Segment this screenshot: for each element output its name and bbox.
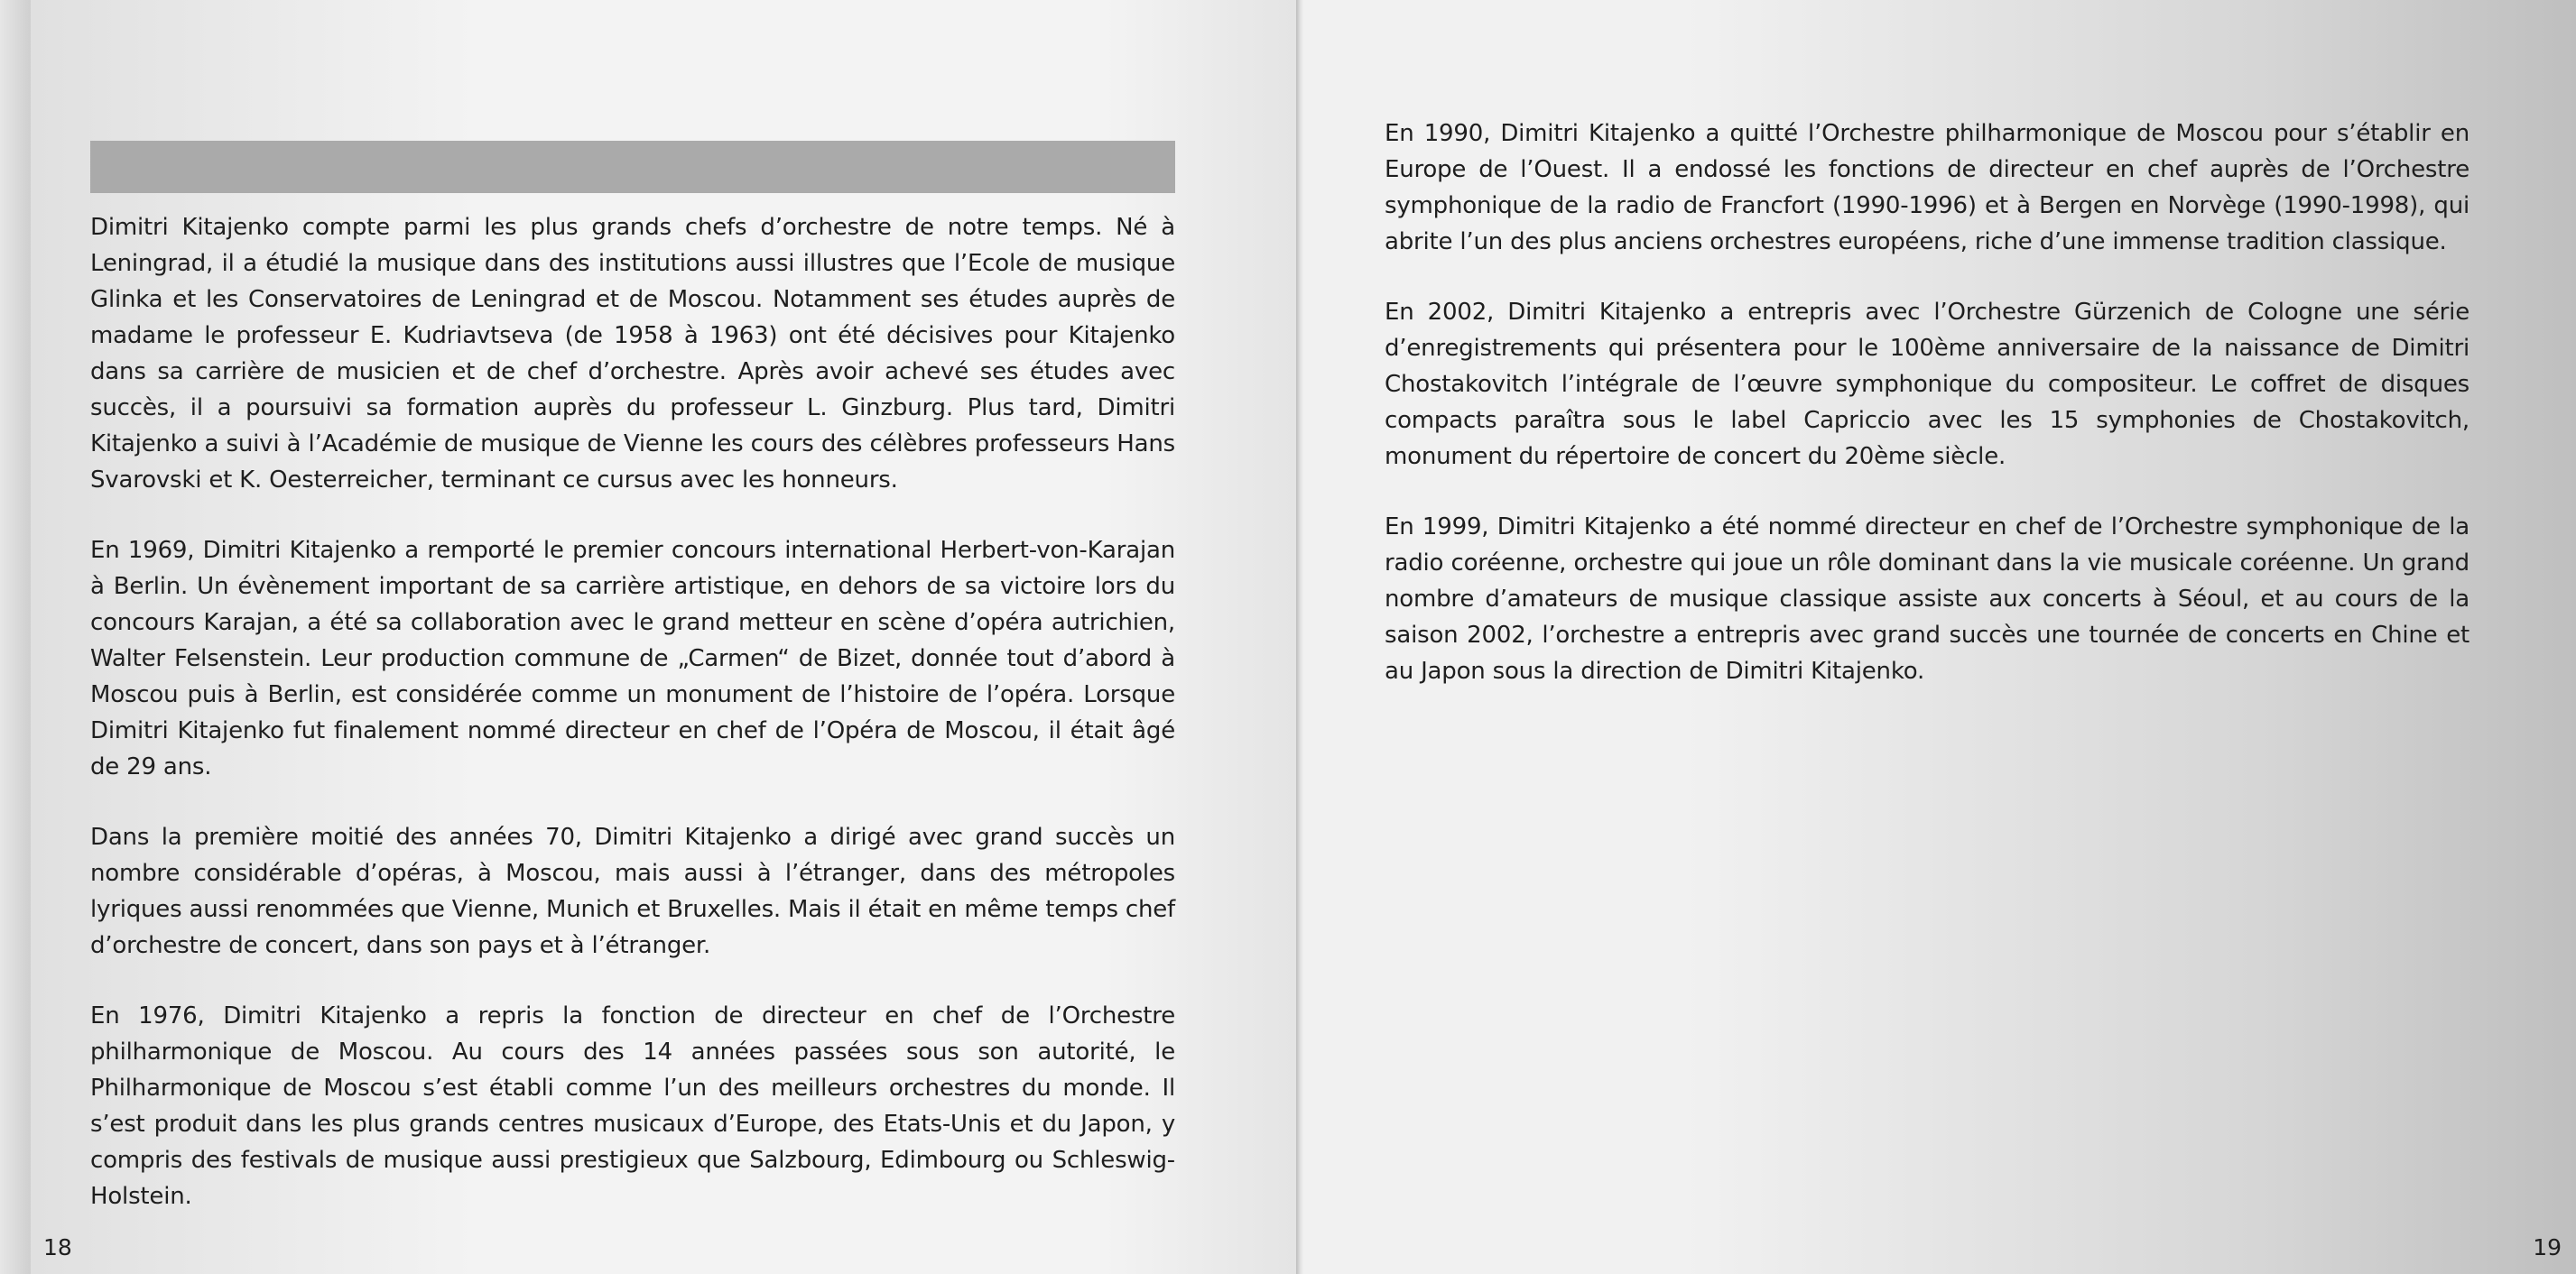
page-number: 19 [2533,1234,2562,1260]
paragraph: Dans la première moitié des années 70, Dimitri Kitajenko a dirigé avec grand succès un nombre considérable d’opéras, à Moscou, mais aussi à l’étranger, dans des métropoles lyriques aussi renommées que Vienne, Munich et Bruxelles. Mais il était en même temps chef d’orchestre de concert, dans son pays et à l’étranger. [90,824,1175,959]
heading-bar [90,141,1175,193]
page-edge [0,0,31,1274]
paragraph: Dimitri Kitajenko compte parmi les plus grands chefs d’orchestre de notre temps. Né à Leningrad, il a étudié la musique dans des institutions aussi illustres que l’Ecole de musique Glinka et les Conservatoires de Leningrad et de Moscou. Notamment ses études auprès de madame le professeur E. Kudriavtseva (de 1958 à 1963) ont été décisives pour Kitajenko dans sa carrière de musicien et de chef d’orchestre. Après avoir achevé ses études avec succès, il a poursuivi sa formation auprès du professeur L. Ginzburg. Plus tard, Dimitri Kitajenko a suivi à l’Académie de musique de Vienne les cours des célèbres professeurs Hans Svarovski et K. Oesterreicher, terminant ce cursus avec les honneurs. [90,214,1175,494]
right-page [1303,0,2576,1274]
paragraph: En 1976, Dimitri Kitajenko a repris la fonction de directeur en chef de l’Orchestre philharmonique de Moscou. Au cours des 14 années passées sous son autorité, le Philharmonique de Moscou s’est établi comme l’un des meilleurs orchestres du monde. Il s’est produit dans les plus grands centres musicaux d’Europe, des Etats-Unis et du Japon, y compris des festivals de musique aussi prestigieux que Salzbourg, Edimbourg ou Schleswig-Holstein. [90,1002,1175,1210]
left-text-block [90,209,1175,1249]
paragraph: En 1990, Dimitri Kitajenko a quitté l’Orchestre philharmonique de Moscou pour s’établir en Europe de l’Ouest. Il a endossé les fonctions de directeur en chef auprès de l’Orchestre symphonique de la radio de Francfort (1990-1996) et à Bergen en Norvège (1990-1998), qui abrite l’un des plus anciens orchestres européens, riche d’une immense tradition classique. [1385,120,2469,255]
right-text-block [1385,115,2469,724]
spine-gutter [1296,0,1303,1274]
page-number: 18 [43,1234,72,1260]
paragraph: En 1969, Dimitri Kitajenko a remporté le premier concours international Herbert-von-Karajan à Berlin. Un évènement important de sa carrière artistique, en dehors de sa victoire lors du concours Karajan, a été sa collaboration avec le grand metteur en scène d’opéra autrichien, Walter Felsenstein. Leur production commune de „Carmen“ de Bizet, donnée tout d’abord à Moscou puis à Berlin, est considérée comme un monument de l’histoire de l’opéra. Lorsque Dimitri Kitajenko fut finalement nommé directeur en chef de l’Opéra de Moscou, il était âgé de 29 ans. [90,537,1175,780]
paragraph: En 2002, Dimitri Kitajenko a entrepris avec l’Orchestre Gürzenich de Cologne une série d’enregistrements qui présentera pour le 100ème anniversaire de la naissance de Dimitri Chostakovitch l’intégrale de l’œuvre symphonique du compositeur. Le coffret de disques compacts paraîtra sous le label Capriccio avec les 15 symphonies de Chostakovitch, monument du répertoire de concert du 20ème siècle. [1385,299,2469,470]
paragraph: En 1999, Dimitri Kitajenko a été nommé directeur en chef de l’Orchestre symphonique de la radio coréenne, orchestre qui joue un rôle dominant dans la vie musicale coréenne. Un grand nombre d’amateurs de musique classique assiste aux concerts à Séoul, et au cours de la saison 2002, l’orchestre a entrepris avec grand succès une tournée de concerts en Chine et au Japon sous la direction de Dimitri Kitajenko. [1385,513,2469,685]
left-page [31,0,1296,1274]
